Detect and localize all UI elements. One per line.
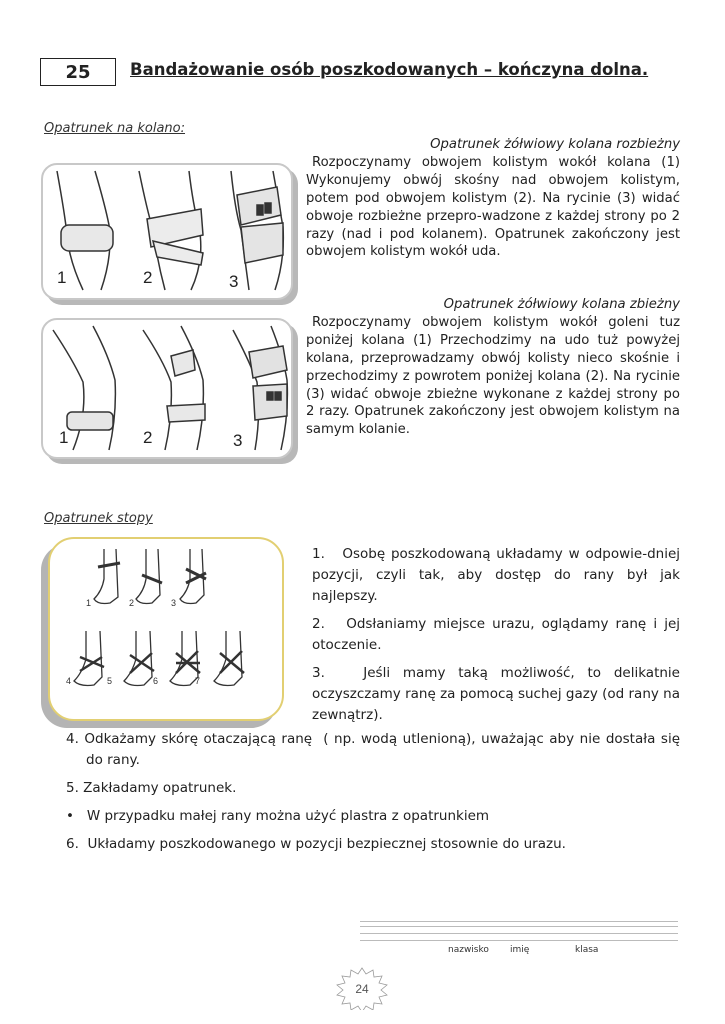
- foot-step-1: 1. Osobę poszkodowaną układamy w odpowie-dniej pozycji, czyli tak, aby dostęp do rany był jak najlepszy.: [312, 546, 680, 604]
- signature-label-surname: nazwisko: [448, 945, 489, 955]
- knee-divergent-description: [306, 136, 680, 261]
- knee-convergent-illustration: [43, 320, 291, 457]
- foot-steps-right: [312, 544, 680, 733]
- page-title: Bandażowanie osób poszkodowanych – kończyna dolna.: [130, 60, 649, 79]
- signature-label-name: imię: [510, 945, 530, 955]
- page-number: 24: [355, 982, 369, 996]
- foot-step-6: 6. Układamy poszkodowanego w pozycji bezpiecznej stosownie do urazu.: [66, 836, 566, 852]
- knee-convergent-heading: Opatrunek żółwiowy kolana zbieżny: [443, 297, 680, 312]
- foot-label-4: 4: [66, 676, 72, 686]
- foot-section-label: Opatrunek stopy: [44, 511, 153, 526]
- lesson-number: 25: [65, 61, 91, 83]
- foot-label-3: 3: [171, 598, 177, 608]
- foot-step-4: 4. Odkażamy skórę otaczającą ranę ( np. wodą utlenioną), uważając aby nie dostała się do rany.: [66, 731, 680, 768]
- foot-label-6: 6: [153, 676, 159, 686]
- knee-convergent-label-1: 1: [59, 428, 69, 447]
- signature-label-class: klasa: [575, 945, 599, 955]
- foot-step-5: 5. Zakładamy opatrunek.: [66, 780, 237, 796]
- knee-divergent-label-2: 2: [143, 268, 153, 287]
- knee-divergent-figure: [41, 163, 293, 300]
- foot-label-5: 5: [107, 676, 113, 686]
- knee-divergent-heading: Opatrunek żółwiowy kolana rozbieżny: [430, 137, 680, 152]
- foot-step-3: 3. Jeśli mamy taką możliwość, to delikatnie oczyszczamy ranę za pomocą suchej gazy (od rany na zewnątrz).: [312, 665, 680, 723]
- knee-divergent-text: Rozpoczynamy obwojem kolistym wokół kolana (1) Wykonujemy obwój skośny nad obwojem kolistym, potem pod obwojem kolistym (2). Na rycinie (3) widać obwoje rozbieżne przepro-wadzone z każdej strony po 2 razy (nad i pod kolanem). Opatrunek zakończony jest obwojem kolistym wokół uda.: [306, 154, 680, 260]
- page-number-seal: [332, 966, 392, 1010]
- foot-step-bullet: • W przypadku małej rany można użyć plastra z opatrunkiem: [66, 808, 490, 824]
- knee-divergent-illustration: [43, 165, 291, 298]
- knee-convergent-text: Rozpoczynamy obwojem kolistym wokół goleni tuz poniżej kolana (1) Przechodzimy na udo tuż powyżej kolana, przeprowadzamy obwój kolisty nieco skośnie i przechodzimy z powrotem poniżej kolana (2). Na rycinie (3) widać obwoje zbieżne wykonane z każdej strony po 2 razy. Opatrunek zakończony jest obwojem kolistym na samym kolanie.: [306, 314, 680, 438]
- foot-label-2: 2: [129, 598, 135, 608]
- page-number-badge: [332, 966, 392, 1010]
- knee-divergent-label-3: 3: [229, 272, 239, 291]
- signature-line: [360, 921, 678, 922]
- foot-step-2: 2. Odsłaniamy miejsce urazu, oglądamy ranę i jej otoczenie.: [312, 616, 680, 653]
- signature-line: [360, 926, 678, 927]
- knee-convergent-label-3: 3: [233, 431, 243, 450]
- foot-label-7: 7: [195, 676, 201, 686]
- foot-bandage-illustration: [50, 539, 282, 719]
- knee-convergent-description: [306, 296, 680, 439]
- knee-convergent-label-2: 2: [143, 428, 153, 447]
- lesson-number-box: [40, 58, 116, 86]
- signature-line: [360, 940, 678, 941]
- knee-divergent-label-1: 1: [57, 268, 67, 287]
- signature-line: [360, 933, 678, 934]
- knee-convergent-figure: [41, 318, 293, 459]
- foot-steps-full: [66, 729, 680, 862]
- foot-label-1: 1: [86, 598, 92, 608]
- foot-bandage-figure: [48, 537, 284, 721]
- knee-section-label: Opatrunek na kolano:: [44, 121, 186, 136]
